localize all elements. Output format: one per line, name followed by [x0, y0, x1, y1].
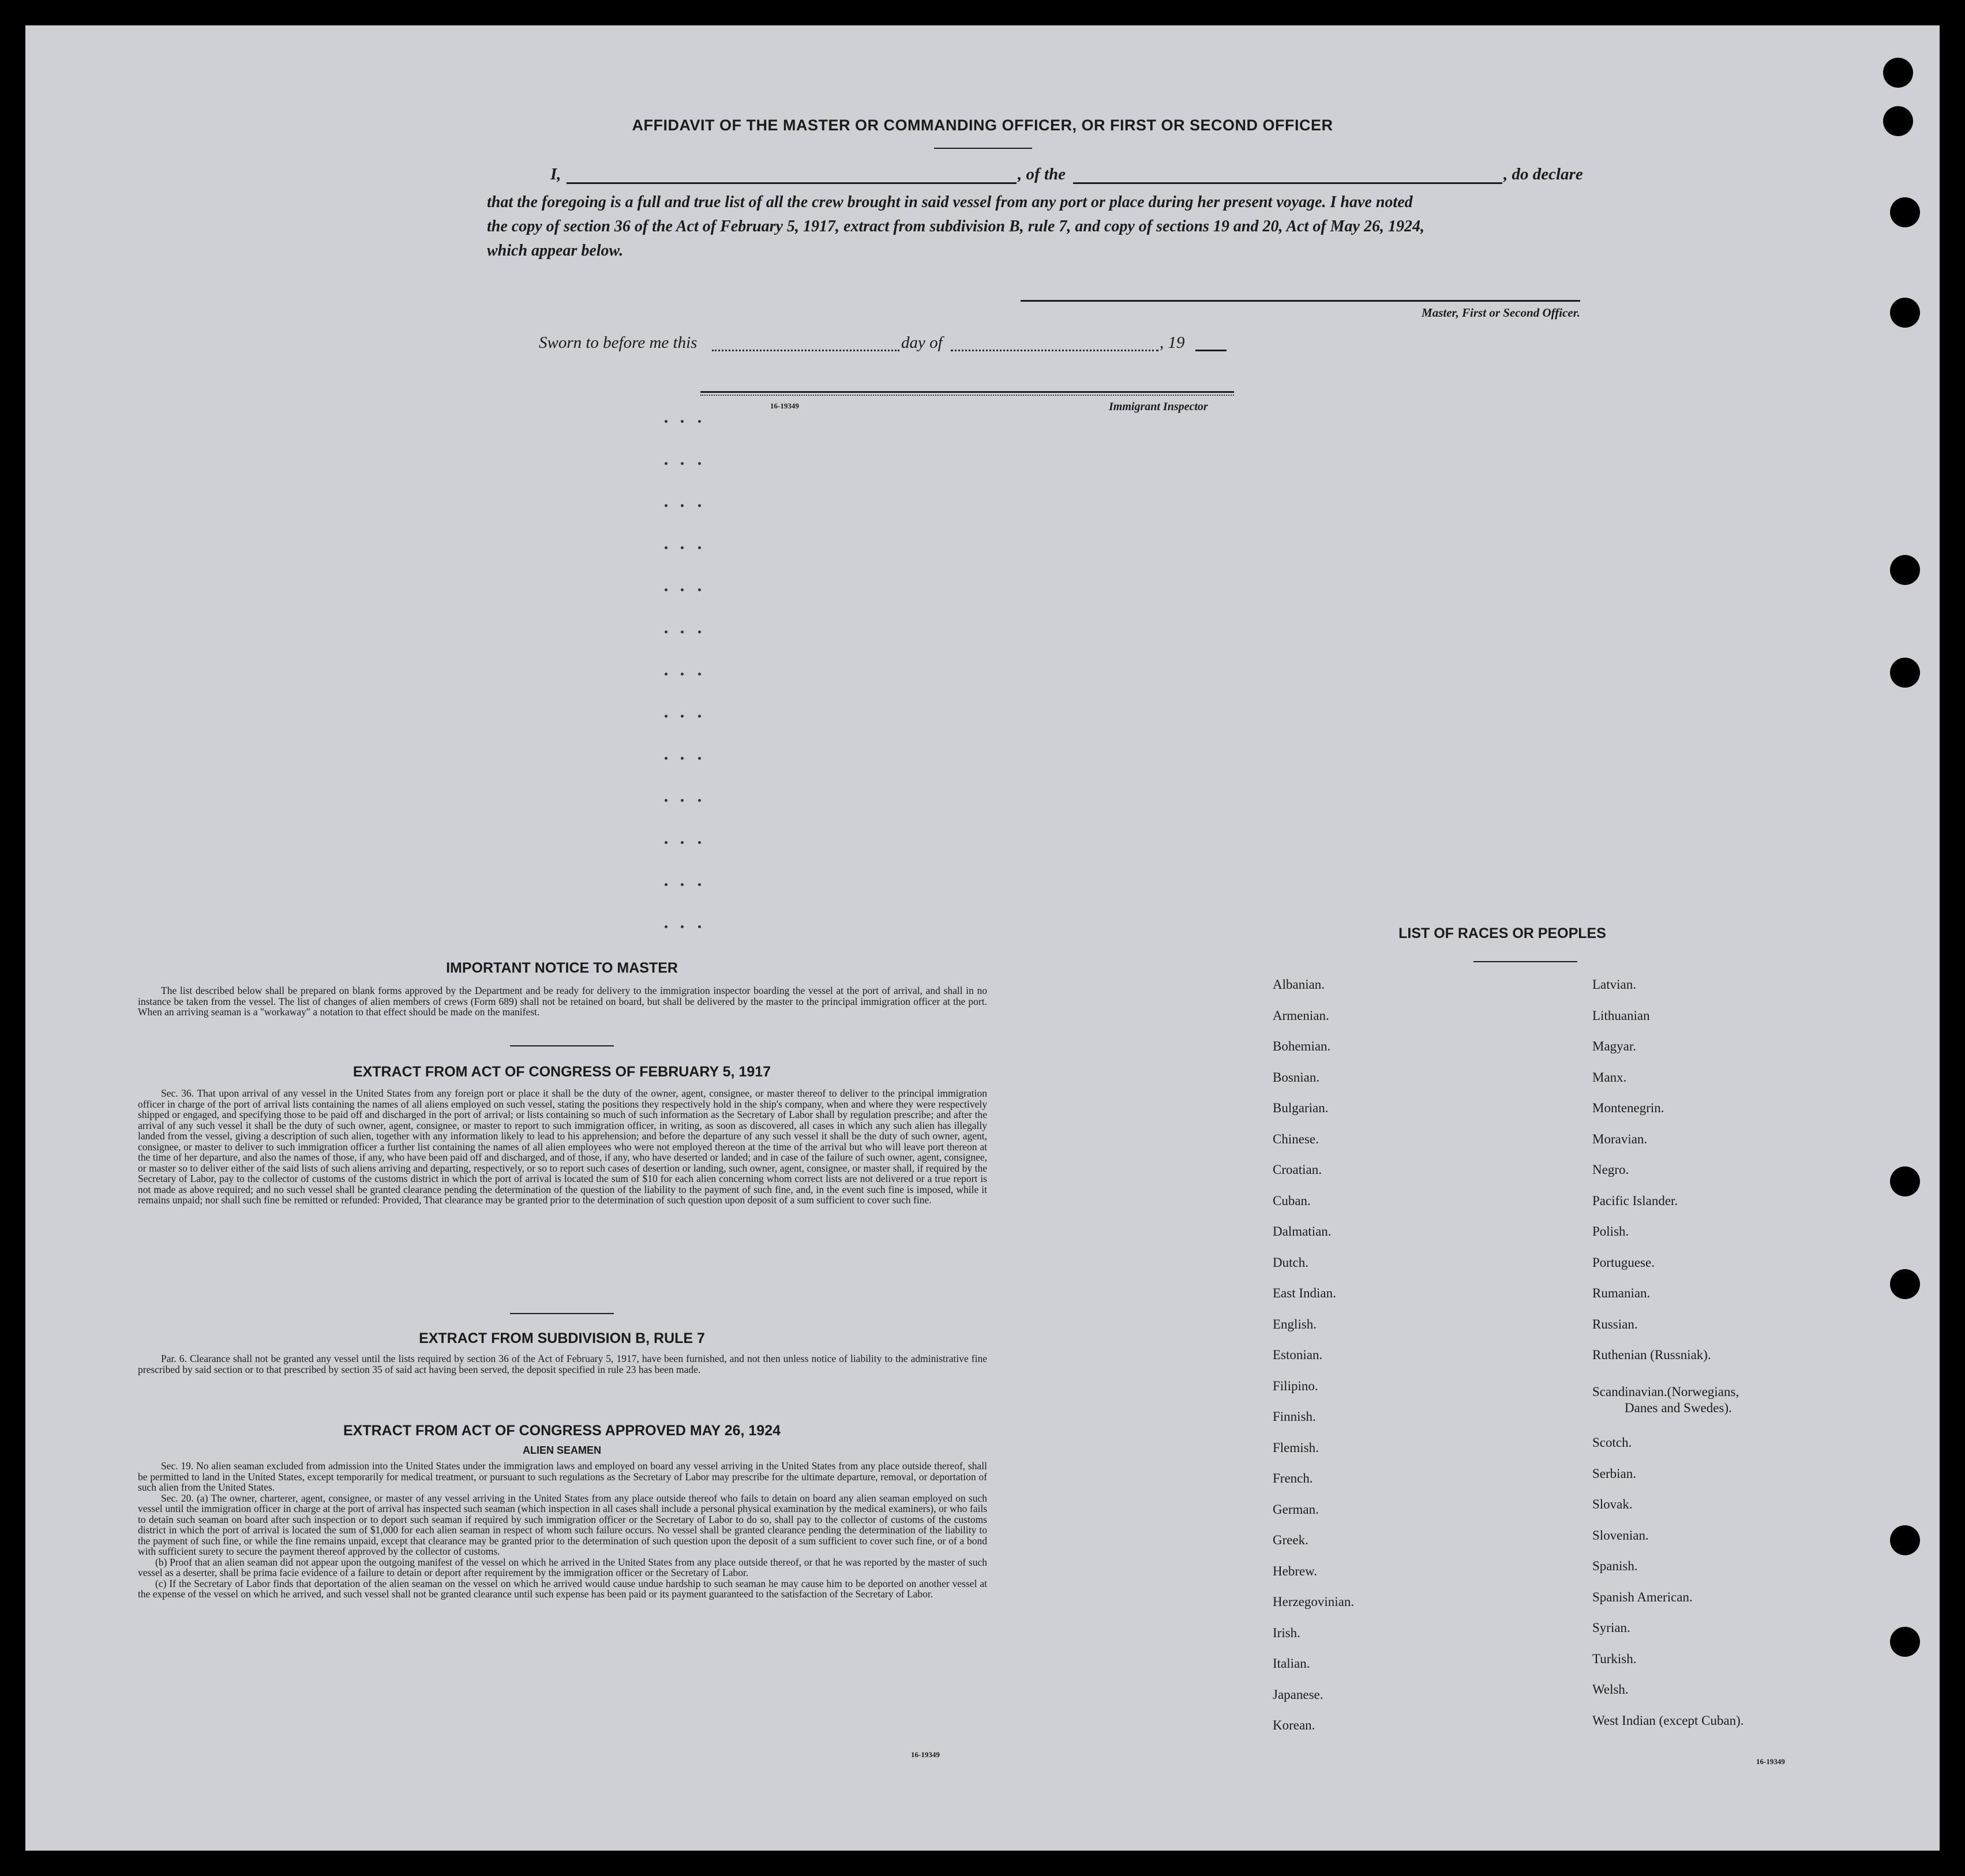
rule7-text: Par. 6. Clearance shall not be granted any vessel until the lists required by section 36 of the Act of February 5, 1917, have been furnished, and not then unless notice of liability to the administrative fine prescribed by said section or to that prescribed by section 35 of said act having been served, the deposit specified in rule 23 has been made.	[138, 1353, 987, 1375]
scan-speck	[665, 715, 667, 718]
inspector-signature-line	[700, 391, 1234, 393]
race-item: Spanish.	[1592, 1559, 1638, 1573]
scan-speck	[681, 420, 684, 423]
declaration-body	[487, 190, 1595, 263]
declare-of-label: , of the	[1018, 165, 1066, 183]
race-item: Croatian.	[1273, 1162, 1322, 1177]
race-item: Magyar.	[1592, 1039, 1637, 1053]
scan-speck	[698, 799, 701, 802]
inspector-signature-dots	[700, 395, 1234, 396]
scan-speck	[681, 504, 684, 507]
scan-speck	[698, 462, 701, 465]
sec20b-text: (b) Proof that an alien seaman did not appear upon the outgoing manifest of the vessel on which he arrived in the United States from any place outside thereof, or that he was reported by the master of such vessel as a deserter, shall be prima facie evidence of a failure to detain or deport after requirement by the immigration officer or the Secretary of Labor.	[138, 1556, 987, 1578]
form-number-races: 16-19349	[1756, 1757, 1785, 1766]
punch-hole	[1890, 1525, 1920, 1555]
scan-speck	[698, 420, 701, 423]
race-item: Pacific Islander.	[1592, 1193, 1678, 1208]
inspector-label: Immigrant Inspector	[1109, 400, 1208, 413]
vessel-blank	[1073, 182, 1502, 184]
rule7-title: EXTRACT FROM SUBDIVISION B, RULE 7	[419, 1330, 705, 1346]
race-item: Lithuanian	[1592, 1008, 1650, 1023]
race-item: Armenian.	[1273, 1008, 1329, 1023]
declaration-line-2: the copy of section 36 of the Act of February 5, 1917, extract from subdivision B, rule 7, and copy of sections 19 and 20, Act of May 26, 1924,	[487, 217, 1424, 235]
scan-speck	[665, 925, 667, 928]
extract-1924-title: EXTRACT FROM ACT OF CONGRESS APPROVED MAY 26, 1924	[343, 1423, 781, 1439]
sec20c-text: (c) If the Secretary of Labor finds that deportation of the alien seaman on the vessel on which he arrived would cause undue hardship to such seaman he may cause him to be deported on another vessel at the expense of the vessel on which he arrived, and such vessel shall not be granted clearance until such expense has been paid or its payment guaranteed to the satisfaction of the Secretary of Labor.	[138, 1577, 987, 1600]
scan-speck	[698, 546, 701, 549]
sworn-month-blank	[951, 350, 1158, 351]
scan-speck	[698, 841, 701, 844]
form-number-top: 16-19349	[770, 402, 799, 410]
extract-1917-block	[138, 1088, 987, 1206]
scan-speck	[681, 673, 684, 676]
race-item: Portuguese.	[1592, 1255, 1655, 1270]
race-item: Herzegovinian.	[1273, 1594, 1355, 1609]
master-signature-label: Master, First or Second Officer.	[1422, 306, 1580, 320]
scan-speck	[665, 588, 667, 591]
scan-speck	[665, 883, 667, 886]
race-item: Estonian.	[1273, 1348, 1323, 1362]
race-item: East Indian.	[1273, 1286, 1336, 1300]
scan-speck	[665, 757, 667, 760]
form-number-bottom: 16-19349	[911, 1750, 940, 1759]
race-item: Bohemian.	[1273, 1039, 1331, 1053]
scan-speck	[681, 631, 684, 633]
punch-hole	[1890, 1269, 1920, 1299]
race-item: Italian.	[1273, 1656, 1310, 1671]
scan-speck	[665, 462, 667, 465]
sworn-day-label: day of	[901, 333, 943, 352]
race-item: Albanian.	[1273, 977, 1325, 992]
race-item: Polish.	[1592, 1224, 1629, 1239]
race-item: German.	[1273, 1502, 1319, 1517]
name-blank	[567, 182, 1017, 184]
sworn-year-label: , 19	[1160, 333, 1185, 352]
race-item: French.	[1273, 1471, 1313, 1485]
scan-speck	[698, 757, 701, 760]
scan-speck	[698, 883, 701, 886]
race-item: Greek.	[1273, 1533, 1308, 1547]
race-item: Korean.	[1273, 1718, 1315, 1732]
race-item: Slovenian.	[1592, 1528, 1649, 1543]
scan-speck	[698, 588, 701, 591]
race-item: Dutch.	[1273, 1255, 1308, 1270]
title-divider	[934, 148, 1032, 149]
race-item: West Indian (except Cuban).	[1592, 1713, 1744, 1728]
race-item: Flemish.	[1273, 1440, 1319, 1455]
race-item: Bulgarian.	[1273, 1101, 1329, 1115]
race-item: Serbian.	[1592, 1466, 1637, 1481]
scan-speck	[665, 546, 667, 549]
race-item: Syrian.	[1592, 1620, 1630, 1635]
notice-divider	[510, 1045, 614, 1046]
scan-speck	[698, 673, 701, 676]
declare-i-label: I,	[550, 165, 561, 183]
punch-hole	[1890, 658, 1920, 688]
race-item: Scandinavian.(Norwegians,	[1592, 1385, 1739, 1399]
scan-speck	[665, 841, 667, 844]
race-item: Negro.	[1592, 1162, 1629, 1177]
race-item: Finnish.	[1273, 1409, 1316, 1424]
scan-speck	[665, 420, 667, 423]
scan-speck	[681, 799, 684, 802]
scan-speck	[681, 841, 684, 844]
race-item: Spanish American.	[1592, 1589, 1693, 1604]
race-item: Chinese.	[1273, 1131, 1319, 1146]
race-item: Welsh.	[1592, 1682, 1629, 1697]
extract-1917-divider	[510, 1313, 614, 1314]
scan-speck	[681, 715, 684, 718]
scan-speck	[698, 504, 701, 507]
punch-hole	[1890, 197, 1920, 227]
scan-speck	[681, 546, 684, 549]
punch-hole	[1890, 1166, 1920, 1196]
declaration-line-3: which appear below.	[487, 242, 624, 260]
race-item: Japanese.	[1273, 1687, 1323, 1702]
race-item: Latvian.	[1592, 977, 1636, 992]
punch-hole	[1890, 555, 1920, 585]
notice-title: IMPORTANT NOTICE TO MASTER	[446, 960, 678, 976]
affidavit-title: AFFIDAVIT OF THE MASTER OR COMMANDING OFFICER, OR FIRST OR SECOND OFFICER	[632, 117, 1333, 134]
race-item: Rumanian.	[1592, 1286, 1651, 1300]
race-item: Scotch.	[1592, 1435, 1632, 1450]
form-sheet	[25, 25, 1940, 1851]
races-title: LIST OF RACES OR PEOPLES	[1398, 925, 1606, 941]
punch-hole	[1890, 298, 1920, 328]
race-item: Dalmatian.	[1273, 1224, 1332, 1239]
scan-speck	[665, 799, 667, 802]
race-item: Moravian.	[1592, 1131, 1648, 1146]
race-item: Slovak.	[1592, 1497, 1633, 1511]
race-item: Danes and Swedes).	[1625, 1401, 1732, 1415]
race-item: Bosnian.	[1273, 1070, 1320, 1085]
scan-speck	[681, 588, 684, 591]
race-item: Hebrew.	[1273, 1563, 1318, 1578]
sworn-label: Sworn to before me this	[539, 333, 697, 352]
sec20a-text: Sec. 20. (a) The owner, charterer, agent, consignee, or master of any vessel arriving in the United States from any place outside thereof who fails to detain on board any alien seaman employed on such vessel until the immigration officer in charge at the port of arrival has inspected such seaman (which inspection in all cases shall include a personal physical examination by the medical examiners), or who fails to detain such seaman on board after such inspection or to deport such seaman if required by such immigration officer or the Secretary of Labor to do so, shall pay to the collector of customs of the customs district in which the port of arrival is located the sum of $1,000 for each alien seaman in respect of whom such failure occurs. No vessel shall be granted clearance pending the determination of the liability to the payment of such fine, or while the fine remains unpaid, except that clearance may be granted prior to the determination of such question upon the deposit of a sum sufficient to cover such fine, or of a bond with sufficient surety to secure the payment thereof approved by the collector of customs.	[138, 1492, 987, 1557]
sec19-text: Sec. 19. No alien seaman excluded from admission into the United States under the immigration laws and employed on board any vessel arriving in the United States from any place outside thereof, shall be permitted to land in the United States, except temporarily for medical treatment, or pursuant to such regulations as the Secretary of Labor may prescribe for the ultimate departure, removal, or deportation of such alien from the United States.	[138, 1460, 987, 1493]
punch-hole	[1883, 58, 1913, 88]
scan-speck	[681, 757, 684, 760]
notice-text-block	[138, 985, 987, 1018]
race-item: Montenegrin.	[1592, 1101, 1664, 1115]
scan-speck	[681, 925, 684, 928]
scan-speck	[665, 631, 667, 633]
declare-end-label: , do declare	[1503, 165, 1583, 183]
race-item: Cuban.	[1273, 1193, 1311, 1208]
rule7-block	[138, 1353, 987, 1375]
scan-speck	[665, 673, 667, 676]
notice-text: The list described below shall be prepared on blank forms approved by the Department and be ready for delivery to the immigration inspector boarding the vessel at the port of arrival, and shall in no instance be taken from the vessel. The list of changes of alien members of crews (Form 689) shall not be retained on board, but shall be delivered by the master to the principal immigration officer at the port. When an arriving seaman is a "workaway" a notation to that effect should be made on the manifest.	[138, 985, 987, 1018]
extract-1924-subtitle: ALIEN SEAMEN	[522, 1444, 601, 1456]
races-divider	[1473, 961, 1577, 962]
declaration-line-1: that the foregoing is a full and true list of all the crew brought in said vessel from any port or place during her present voyage. I have noted	[487, 193, 1413, 211]
sworn-year-blank	[1195, 350, 1227, 351]
punch-hole	[1890, 1627, 1920, 1657]
scan-speck	[681, 883, 684, 886]
race-item: English.	[1273, 1316, 1317, 1331]
extract-1917-text: Sec. 36. That upon arrival of any vessel in the United States from any foreign port or place it shall be the duty of the owner, agent, consignee, or master thereof to deliver to the principal immigration officer in charge of the port of arrival lists containing the names of all aliens employed on such vessel, stating the positions they respectively hold in the ship's company, when and where they were respectively shipped or engaged, and specifying those to be paid off and discharged in the port of arrival; or lists containing so much of such information as the Secretary of Labor shall by regulation prescribe; and after the arrival of any such vessel it shall be the duty of such owner, agent, consignee, or master to report to such immigration officer, in writing, as soon as discovered, all cases in which any such alien has illegally landed from the vessel, giving a description of such alien, together with any information likely to lead to his apprehension; and before the departure of any such vessel it shall be the duty of such owner, agent, consignee, or master to deliver to such immigration officer a further list containing the names of all alien employees who were not employed thereon at the time of the arrival but who will leave port thereon at the time of her departure, and also the names of those, if any, who have been paid off and discharged, and of those, if any, who have deserted or landed; and in case of the failure of such owner, agent, consignee, or master so to deliver either of the said lists of such aliens arriving and departing, respectively, or so to report such cases of desertion or landing, such owner, agent, consignee, or master shall, if required by the Secretary of Labor, pay to the collector of customs of the customs district in which the port of arrival is located the sum of $10 for each alien concerning whom correct lists are not delivered or a true report is not made as above required; and no such vessel shall be granted clearance pending the determination of the question of the liability to the payment of such fine, and, in the event such fine is imposed, while it remains unpaid; nor shall such fine be remitted or refunded: Provided, That clearance may be granted prior to the determination of such question upon deposit of a sum sufficient to cover such fine.	[138, 1087, 987, 1206]
master-signature-line	[1021, 300, 1580, 302]
race-item: Manx.	[1592, 1070, 1627, 1085]
sworn-day-blank	[712, 350, 899, 351]
race-item: Irish.	[1273, 1625, 1300, 1640]
race-item: Filipino.	[1273, 1378, 1318, 1393]
scan-speck	[665, 504, 667, 507]
extract-1917-title: EXTRACT FROM ACT OF CONGRESS OF FEBRUARY 5, 1917	[352, 1064, 771, 1080]
race-item: Turkish.	[1592, 1651, 1637, 1666]
scan-speck	[681, 462, 684, 465]
scan-speck	[698, 631, 701, 633]
extract-1924-block	[138, 1461, 987, 1600]
race-item: Ruthenian (Russniak).	[1592, 1348, 1711, 1362]
scan-speck	[698, 715, 701, 718]
race-item: Russian.	[1592, 1316, 1638, 1331]
scan-speck	[698, 925, 701, 928]
